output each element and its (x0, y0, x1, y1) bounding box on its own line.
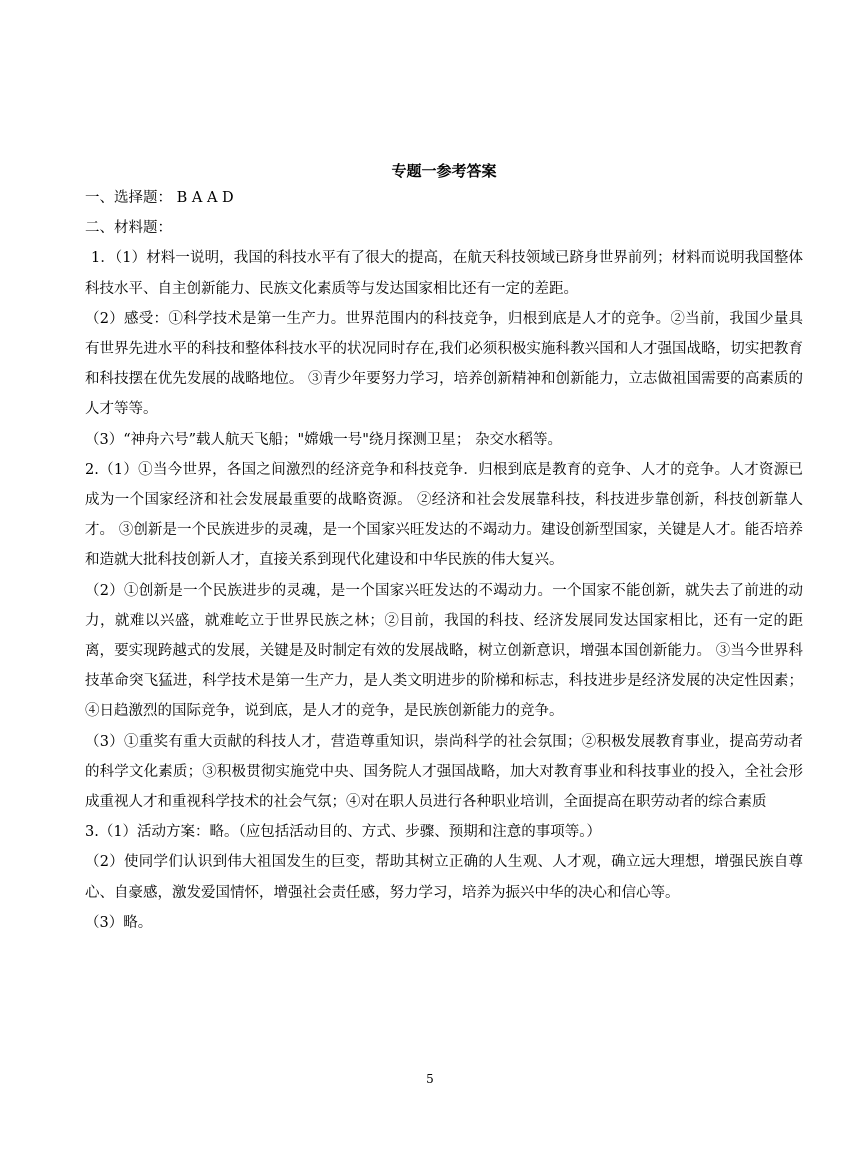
question-3-part-3: （3）略。 (85, 914, 153, 931)
question-1-part-2: （2）感受：①科学技术是第一生产力。世界范围内的科技竞争，归根到底是人才的竞争。②当前，我国少量具有世界先进水平的科技和整体科技水平的状况同时存在,我们必须积极实施科教兴国和人才强国战略，切实把教育和科技摆在优先发展的战略地位。 ③青少年要努力学习，培养创新精神和创新能力，立志做祖国需要的高素质的人才等等。 (85, 310, 803, 418)
choice-answers: 一、选择题： B A A D (85, 190, 234, 206)
answer-content (85, 160, 803, 938)
question-1-part-3: （3）“神舟六号”载人航天飞船；"嫦娥一号"绕月探测卫星； 杂交水稻等。 (85, 431, 562, 448)
page-title: 专题一参考答案 (391, 162, 497, 180)
question-2-part-3: （3）①重奖有重大贡献的科技人才，营造尊重知识，崇尚科学的社会氛围；②积极发展教育事业，提高劳动者的科学文化素质；③积极贯彻实施党中央、国务院人才强国战略，加大对教育事业和科技事业的投入，全社会形成重视人才和重视科学技术的社会气氛；④对在职人员进行各种职业培训，全面提高在职劳动者的综合素质 (85, 733, 803, 811)
question-2-part-1: 2.（1）①当今世界，各国之间激烈的经济竞争和科技竞争．归根到底是教育的竞争、人才的竞争。人才资源已成为一个国家经济和社会发展最重要的战略资源。 ②经济和社会发展靠科技，科技进步靠创新，科技创新靠人才。 ③创新是一个民族进步的灵魂，是一个国家兴旺发达的不竭动力。建设创新型国家，关键是人才。能否培养和造就大批科技创新人才，直接关系到现代化建设和中华民族的伟大复兴。 (85, 461, 803, 569)
question-3-part-1: 3.（1）活动方案：略。（应包括活动目的、方式、步骤、预期和注意的事项等。） (85, 824, 602, 841)
question-3-part-2: （2）使同学们认识到伟大祖国发生的巨变，帮助其树立正确的人生观、人才观，确立远大理想，增强民族自尊心、自豪感，激发爱国情怀，增强社会责任感，努力学习，培养为振兴中华的决心和信心等。 (85, 854, 803, 901)
question-2-part-2: （2）①创新是一个民族进步的灵魂，是一个国家兴旺发达的不竭动力。一个国家不能创新，就失去了前进的动力，就难以兴盛，就难屹立于世界民族之林；②目前，我国的科技、经济发展同发达国家相比，还有一定的距离，要实现跨越式的发展，关键是及时制定有效的发展战略，树立创新意识，增强本国创新能力。 ③当今世界科技革命突飞猛进，科学技术是第一生产力，是人类文明进步的阶梯和标志，科技进步是经济发展的决定性因素； ④日趋激烈的国际竞争，说到底，是人才的竞争，是民族创新能力的竞争。 (85, 582, 803, 720)
page-number: 5 (426, 1072, 434, 1086)
material-heading: 二、材料题： (85, 220, 172, 237)
question-1-part-1: 1．（1）材料一说明，我国的科技水平有了很大的提高，在航天科技领域已跻身世界前列；材料而说明我国整体科技水平、自主创新能力、民族文化素质等与发达国家相比还有一定的差距。 (85, 250, 803, 297)
